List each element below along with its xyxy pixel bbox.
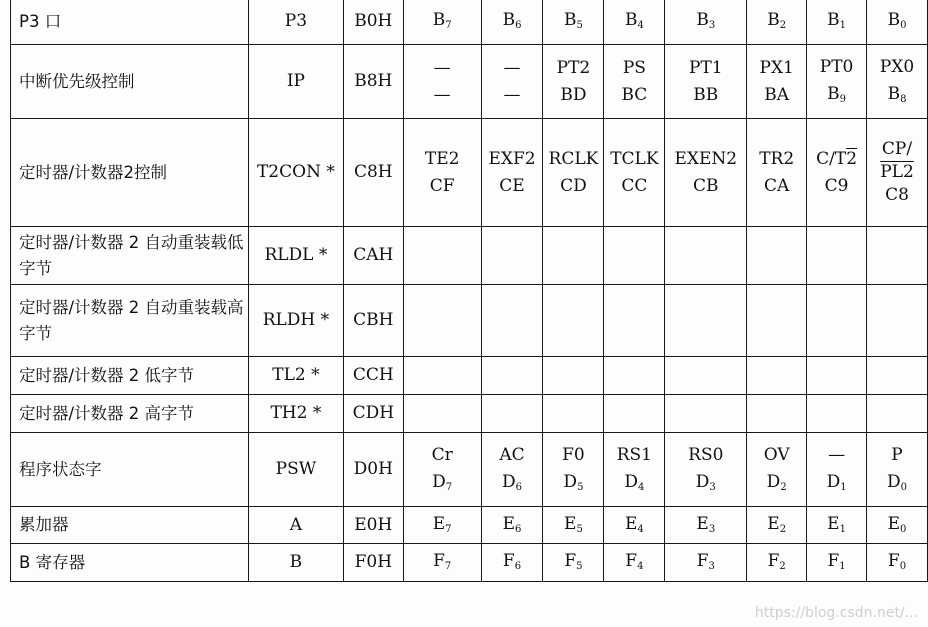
bit-label: $B_5$	[564, 10, 583, 31]
bit-label: CD	[560, 175, 587, 196]
bit-label: OV	[763, 444, 790, 465]
bit-cell	[867, 0, 928, 45]
bit-label: TCLK	[610, 148, 659, 169]
bit-label: PT0	[819, 56, 854, 77]
bit-cell	[665, 544, 747, 582]
bit-label: $B_0$	[887, 10, 907, 31]
bit-cell	[867, 433, 928, 507]
bit-label: $D_2$	[766, 471, 787, 493]
bit-cell	[604, 357, 665, 395]
bit-label: PX1	[759, 57, 794, 78]
register-symbol: TH2 *	[249, 395, 344, 433]
bit-cell	[403, 357, 481, 395]
bit-cell	[604, 45, 665, 119]
bit-label: TR2	[759, 148, 795, 169]
bit-label: $D_4$	[624, 471, 645, 493]
bit-label: CF	[429, 175, 455, 196]
bit-cell	[807, 285, 867, 357]
register-address: B8H	[343, 45, 403, 119]
bit-cell	[403, 285, 481, 357]
bit-cell	[403, 544, 481, 582]
bit-cell	[747, 544, 807, 582]
bit-cell	[665, 433, 747, 507]
bit-cell	[543, 507, 604, 544]
bit-cell	[747, 507, 807, 544]
bit-cell	[604, 395, 665, 433]
bit-label: $F_7$	[433, 551, 452, 572]
register-address: CCH	[343, 357, 403, 395]
table-row	[11, 285, 928, 357]
bit-label: —	[433, 57, 451, 78]
register-symbol: TL2 *	[249, 357, 344, 395]
bit-cell	[403, 395, 481, 433]
register-symbol: IP	[249, 45, 344, 119]
bit-label: $D_5$	[563, 471, 584, 493]
bit-cell	[807, 119, 867, 227]
bit-cell	[747, 119, 807, 227]
bit-label: CC	[621, 175, 648, 196]
bit-label: $D_3$	[695, 471, 716, 493]
register-address: CBH	[343, 285, 403, 357]
bit-cell	[747, 227, 807, 285]
bit-cell	[543, 285, 604, 357]
table-row	[11, 0, 928, 45]
table-row	[11, 395, 928, 433]
bit-cell	[543, 0, 604, 45]
register-name: 定时器/计数器 2 高字节	[11, 395, 249, 433]
register-address: CDH	[343, 395, 403, 433]
bit-cell	[807, 395, 867, 433]
bit-cell	[867, 357, 928, 395]
bit-cell	[807, 507, 867, 544]
bit-label: RS1	[616, 444, 652, 465]
bit-label: —	[433, 84, 451, 105]
register-address: D0H	[343, 433, 403, 507]
bit-cell	[403, 45, 481, 119]
bit-cell	[747, 357, 807, 395]
bit-cell	[867, 119, 928, 227]
bit-cell	[543, 544, 604, 582]
register-name: 定时器/计数器 2 自动重装载高字节	[11, 285, 249, 357]
bit-cell	[481, 0, 543, 45]
bit-label: PT2	[556, 57, 591, 78]
bit-label: RCLK	[548, 148, 599, 169]
bit-cell	[543, 433, 604, 507]
bit-cell	[807, 544, 867, 582]
bit-label: $B_8$	[887, 83, 907, 105]
bit-label: $E_7$	[432, 513, 452, 535]
register-symbol: P3	[249, 0, 344, 45]
bit-cell	[807, 45, 867, 119]
bit-label: —	[503, 84, 521, 105]
bit-cell	[665, 45, 747, 119]
bit-cell	[747, 395, 807, 433]
bit-cell	[747, 433, 807, 507]
bit-label: EXF2	[488, 148, 536, 169]
bit-cell	[665, 285, 747, 357]
bit-label: Cr	[431, 444, 453, 465]
bit-cell	[747, 0, 807, 45]
bit-label: $F_0$	[887, 551, 907, 572]
bit-cell	[403, 507, 481, 544]
bit-label: $D_7$	[432, 471, 453, 493]
table-row	[11, 119, 928, 227]
register-address: F0H	[343, 544, 403, 582]
bit-cell	[481, 227, 543, 285]
bit-label: CP/	[881, 139, 913, 159]
bit-cell	[665, 119, 747, 227]
register-name: P3 口	[11, 0, 249, 45]
bit-label: PL2	[880, 162, 914, 182]
bit-cell	[665, 357, 747, 395]
bit-cell	[543, 227, 604, 285]
table-row	[11, 507, 928, 544]
register-symbol: B	[249, 544, 344, 582]
bit-label: $B_6$	[502, 10, 522, 31]
bit-label: C9	[824, 175, 849, 196]
register-symbol: PSW	[249, 433, 344, 507]
bit-cell	[543, 119, 604, 227]
bit-label: $B_2$	[767, 10, 787, 31]
bit-label: $B_3$	[696, 10, 716, 31]
bit-cell	[604, 0, 665, 45]
bit-cell	[604, 507, 665, 544]
bit-label: CA	[764, 175, 790, 196]
bit-label: F0	[562, 444, 585, 465]
bit-label: P	[891, 444, 903, 465]
bit-cell	[543, 45, 604, 119]
bit-label: —	[503, 57, 521, 78]
bit-cell	[481, 119, 543, 227]
register-address: C8H	[343, 119, 403, 227]
bit-label: $E_2$	[767, 513, 787, 535]
bit-cell	[747, 45, 807, 119]
table-row	[11, 357, 928, 395]
bit-cell	[665, 507, 747, 544]
register-name: 中断优先级控制	[11, 45, 249, 119]
bit-cell	[604, 227, 665, 285]
bit-label: $E_5$	[564, 513, 583, 535]
bit-cell	[807, 0, 867, 45]
register-symbol: RLDL *	[249, 227, 344, 285]
bit-cell	[481, 507, 543, 544]
bit-label: $B_9$	[827, 83, 847, 105]
bit-cell	[867, 45, 928, 119]
bit-label: RS0	[688, 444, 724, 465]
bit-label: $D_1$	[826, 471, 847, 493]
bit-label: BC	[621, 84, 648, 105]
bit-label: $E_4$	[624, 513, 644, 535]
bit-cell	[481, 285, 543, 357]
bit-cell	[403, 119, 481, 227]
sfr-table	[10, 0, 928, 582]
bit-cell	[665, 0, 747, 45]
bit-cell	[604, 119, 665, 227]
register-symbol: A	[249, 507, 344, 544]
bit-cell	[807, 433, 867, 507]
bit-label: $F_2$	[767, 551, 786, 572]
register-name: 定时器/计数器2控制	[11, 119, 249, 227]
bit-label: $D_6$	[502, 471, 523, 493]
bit-cell	[867, 544, 928, 582]
bit-label: $B_1$	[827, 10, 847, 31]
bit-label: BB	[693, 84, 719, 105]
bit-label: CE	[499, 175, 525, 196]
register-name: 定时器/计数器 2 低字节	[11, 357, 249, 395]
bit-label: $E_1$	[827, 513, 846, 535]
bit-cell	[481, 357, 543, 395]
bit-label: PS	[622, 57, 646, 78]
bit-cell	[481, 433, 543, 507]
bit-label: C/T2	[816, 148, 858, 169]
bit-cell	[543, 357, 604, 395]
bit-cell	[867, 507, 928, 544]
bit-label: $F_3$	[696, 551, 715, 572]
register-name: B 寄存器	[11, 544, 249, 582]
register-address: CAH	[343, 227, 403, 285]
bit-label: PX0	[879, 56, 915, 77]
bit-cell	[481, 395, 543, 433]
bit-cell	[481, 45, 543, 119]
register-name: 累加器	[11, 507, 249, 544]
table-row	[11, 45, 928, 119]
bit-cell	[867, 285, 928, 357]
bit-label: EXEN2	[674, 148, 738, 169]
bit-cell	[604, 433, 665, 507]
bit-cell	[665, 395, 747, 433]
register-symbol: T2CON *	[249, 119, 344, 227]
bit-label: $E_0$	[887, 513, 907, 535]
bit-cell	[807, 227, 867, 285]
bit-label: $F_5$	[564, 551, 583, 572]
table-row	[11, 433, 928, 507]
bit-label: $F_4$	[625, 551, 644, 572]
bit-label: BA	[764, 84, 790, 105]
bit-cell	[604, 544, 665, 582]
bit-label: $E_3$	[696, 513, 716, 535]
bit-label: $B_4$	[624, 10, 644, 31]
bit-cell	[665, 227, 747, 285]
bit-label: —	[828, 444, 846, 465]
bit-cell	[867, 227, 928, 285]
register-symbol: RLDH *	[249, 285, 344, 357]
bit-cell	[481, 544, 543, 582]
bit-label: BD	[560, 84, 587, 105]
bit-cell	[403, 227, 481, 285]
bit-label: PT1	[689, 57, 723, 78]
register-name: 程序状态字	[11, 433, 249, 507]
bit-cell	[867, 395, 928, 433]
table-row	[11, 227, 928, 285]
register-address: E0H	[343, 507, 403, 544]
register-address: B0H	[343, 0, 403, 45]
bit-label: $F_6$	[502, 551, 522, 572]
watermark: https://blog.csdn.net/...	[754, 605, 918, 621]
bit-cell	[543, 395, 604, 433]
bit-label: TE2	[424, 148, 460, 169]
bit-label: $D_0$	[887, 471, 908, 493]
bit-label: $F_1$	[827, 551, 846, 572]
bit-label: AC	[499, 444, 525, 465]
bit-label: $B_7$	[432, 10, 452, 31]
bit-cell	[807, 357, 867, 395]
bit-cell	[604, 285, 665, 357]
table-row	[11, 544, 928, 582]
register-name: 定时器/计数器 2 自动重装载低字节	[11, 227, 249, 285]
bit-cell	[403, 0, 481, 45]
bit-label: CB	[693, 175, 719, 196]
bit-cell	[747, 285, 807, 357]
bit-cell	[403, 433, 481, 507]
bit-label: C8	[885, 185, 909, 205]
bit-label: $E_6$	[502, 513, 522, 535]
